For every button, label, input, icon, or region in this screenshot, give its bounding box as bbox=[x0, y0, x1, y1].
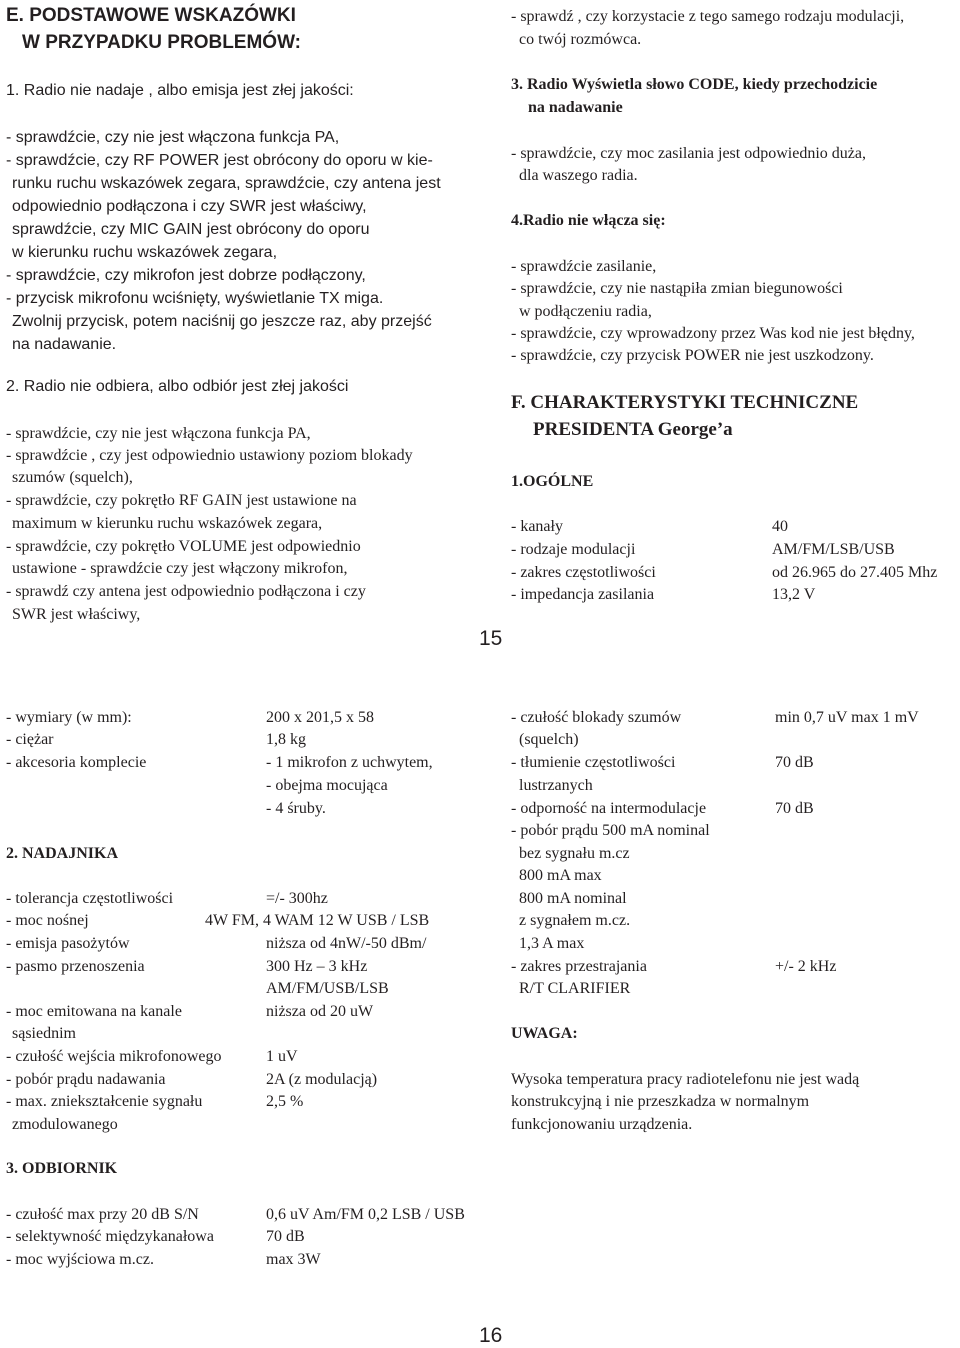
spec-label: zmodulowanego bbox=[12, 1116, 118, 1133]
section-3-heading-line2: na nadawanie bbox=[528, 99, 623, 116]
spec-label: - impedancja zasilania bbox=[511, 586, 655, 603]
section-1-heading: 1. Radio nie nadaje , albo emisja jest złej jakości: bbox=[6, 82, 354, 99]
section-e-title-line2: W PRZYPADKU PROBLEMÓW: bbox=[22, 32, 302, 53]
spec-value: AM/FM/LSB/USB bbox=[772, 541, 895, 558]
s4-line: w podłączeniu radia, bbox=[519, 303, 652, 320]
s1-line: sprawdźcie, czy MIC GAIN jest obrócony do oporu bbox=[12, 221, 370, 238]
spec-value: 70 dB bbox=[266, 1228, 305, 1245]
spec-value: AM/FM/USB/LSB bbox=[266, 980, 389, 997]
spec-label: - rodzaje modulacji bbox=[511, 541, 636, 558]
spec-value: 0,6 uV Am/FM 0,2 LSB / USB bbox=[266, 1206, 465, 1223]
spec-value: niższa od 4nW/-50 dBm/ bbox=[266, 935, 427, 952]
spec-label: - max. zniekształcenie sygnału bbox=[6, 1093, 203, 1110]
note-line: Wysoka temperatura pracy radiotelefonu nie jest wadą bbox=[511, 1071, 860, 1088]
spec-value: 200 x 201,5 x 58 bbox=[266, 709, 374, 726]
s4-line: - sprawdźcie, czy przycisk POWER nie jest uszkodzony. bbox=[511, 347, 874, 364]
current-line: bez sygnału m.cz bbox=[519, 845, 630, 862]
note-line: funkcjonowaniu urządzenia. bbox=[511, 1116, 693, 1133]
s1-line: runku ruchu wskazówek zegara, sprawdźcie, czy antena jest bbox=[12, 175, 441, 192]
page-number-16: 16 bbox=[479, 1324, 503, 1347]
spec-label: - moc emitowana na kanale bbox=[6, 1003, 182, 1020]
top-right-line: - sprawdź , czy korzystacie z tego samego rodzaju modulacji, bbox=[511, 8, 905, 25]
spec-value: 13,2 V bbox=[772, 586, 816, 603]
section-4-heading: 4.Radio nie włącza się: bbox=[511, 212, 666, 229]
s1-line: w kierunku ruchu wskazówek zegara, bbox=[12, 244, 278, 261]
s2-line: - sprawdźcie, czy pokrętło VOLUME jest odpowiednio bbox=[6, 538, 361, 555]
section-f-title-line2: PRESIDENTA George’a bbox=[533, 419, 733, 440]
current-line: 800 mA nominal bbox=[519, 890, 627, 907]
section-e-title: E. PODSTAWOWE WSKAZÓWKI bbox=[6, 5, 296, 26]
s4-line: - sprawdźcie, czy wprowadzony przez Was kod nie jest błędny, bbox=[511, 325, 915, 342]
spec-label: - emisja pasożytów bbox=[6, 935, 130, 952]
s2-line: - sprawdź czy antena jest odpowiednio podłączona i czy bbox=[6, 583, 366, 600]
spec-label: R/T CLARIFIER bbox=[519, 980, 631, 997]
spec-label: - czułość max przy 20 dB S/N bbox=[6, 1206, 199, 1223]
spec-label: - kanały bbox=[511, 518, 563, 535]
current-line: 1,3 A max bbox=[519, 935, 585, 952]
spec-value: 1 uV bbox=[266, 1048, 298, 1065]
spec-value: 4W FM, 4 WAM 12 W USB / LSB bbox=[205, 912, 430, 929]
note-heading: UWAGA: bbox=[511, 1025, 578, 1042]
s1-line: - sprawdźcie, czy mikrofon jest dobrze podłączony, bbox=[6, 267, 366, 284]
spec-label: - wymiary (w mm): bbox=[6, 709, 132, 726]
spec-label: - ciężar bbox=[6, 731, 54, 748]
spec-label: (squelch) bbox=[519, 731, 579, 748]
spec-value: 300 Hz – 3 kHz bbox=[266, 958, 368, 975]
spec-label: - czułość blokady szumów bbox=[511, 709, 682, 726]
s4-line: - sprawdźcie zasilanie, bbox=[511, 258, 657, 275]
receiver-heading: 3. ODBIORNIK bbox=[6, 1160, 118, 1177]
spec-value: - 1 mikrofon z uchwytem, bbox=[266, 754, 433, 771]
current-line: z sygnałem m.cz. bbox=[519, 912, 631, 929]
spec-value: +/- 2 kHz bbox=[775, 958, 837, 975]
s2-line: - sprawdźcie, czy nie jest włączona funkcja PA, bbox=[6, 425, 311, 442]
spec-value: 1,8 kg bbox=[266, 731, 306, 748]
spec-value: 70 dB bbox=[775, 800, 814, 817]
page-number-15: 15 bbox=[479, 627, 503, 650]
spec-label: - odporność na intermodulacje bbox=[511, 800, 707, 817]
spec-value: max 3W bbox=[266, 1251, 321, 1268]
spec-value: 2A (z modulacją) bbox=[266, 1071, 378, 1088]
transmitter-heading: 2. NADAJNIKA bbox=[6, 845, 118, 862]
spec-value: od 26.965 do 27.405 Mhz bbox=[772, 564, 938, 581]
spec-value: 40 bbox=[772, 518, 788, 535]
s2-line: SWR jest właściwy, bbox=[12, 606, 141, 623]
s1-line: Zwolnij przycisk, potem naciśnij go jeszcze raz, aby przejść bbox=[12, 313, 432, 330]
spec-label: - czułość wejścia mikrofonowego bbox=[6, 1048, 222, 1065]
s1-line: - sprawdźcie, czy nie jest włączona funkcja PA, bbox=[6, 129, 340, 146]
s2-line: - sprawdźcie , czy jest odpowiednio ustawiony poziom blokady bbox=[6, 447, 413, 464]
spec-label: - moc nośnej bbox=[6, 912, 89, 929]
spec-value: =/- 300hz bbox=[266, 890, 328, 907]
spec-label: - akcesoria komplecie bbox=[6, 754, 147, 771]
section-f-title: F. CHARAKTERYSTYKI TECHNICZNE bbox=[511, 392, 859, 413]
s1-line: odpowiednio podłączona i czy SWR jest właściwy, bbox=[12, 198, 367, 215]
spec-label: - tłumienie częstotliwości bbox=[511, 754, 676, 771]
note-line: konstrukcyjną i nie przeszkadza w normalnym bbox=[511, 1093, 810, 1110]
s2-line: szumów (squelch), bbox=[12, 469, 133, 486]
spec-label: - moc wyjściowa m.cz. bbox=[6, 1251, 154, 1268]
top-right-line: co twój rozmówca. bbox=[519, 31, 642, 48]
s1-line: na nadawanie. bbox=[12, 336, 117, 353]
spec-label: - zakres przestrajania bbox=[511, 958, 647, 975]
spec-value: 2,5 % bbox=[266, 1093, 304, 1110]
spec-value: 70 dB bbox=[775, 754, 814, 771]
s1-line: - przycisk mikrofonu wciśnięty, wyświetlanie TX miga. bbox=[6, 290, 384, 307]
section-3-heading: 3. Radio Wyświetla słowo CODE, kiedy przechodzicie bbox=[511, 76, 878, 93]
current-line: 800 mA max bbox=[519, 867, 602, 884]
spec-value: min 0,7 uV max 1 mV bbox=[775, 709, 919, 726]
spec-label: lustrzanych bbox=[519, 777, 593, 794]
spec-value: niższa od 20 uW bbox=[266, 1003, 374, 1020]
current-line: - pobór prądu 500 mA nominal bbox=[511, 822, 710, 839]
general-heading: 1.OGÓLNE bbox=[511, 473, 594, 490]
section-2-heading: 2. Radio nie odbiera, albo odbiór jest złej jakości bbox=[6, 378, 349, 395]
s4-line: - sprawdźcie, czy nie nastąpiła zmian biegunowości bbox=[511, 280, 843, 297]
s3-line: - sprawdźcie, czy moc zasilania jest odpowiednio duża, bbox=[511, 145, 866, 162]
spec-label: - pasmo przenoszenia bbox=[6, 958, 145, 975]
spec-value: - 4 śruby. bbox=[266, 800, 326, 817]
spec-label: - tolerancja częstotliwości bbox=[6, 890, 174, 907]
spec-label: sąsiednim bbox=[12, 1025, 76, 1042]
spec-value: - obejma mocująca bbox=[266, 777, 388, 794]
spec-label: - pobór prądu nadawania bbox=[6, 1071, 166, 1088]
s2-line: - sprawdźcie, czy pokrętło RF GAIN jest ustawione na bbox=[6, 492, 357, 509]
s1-line: - sprawdźcie, czy RF POWER jest obrócony do oporu w kie- bbox=[6, 152, 433, 169]
s2-line: maximum w kierunku ruchu wskazówek zegara, bbox=[12, 515, 323, 532]
s3-line: dla waszego radia. bbox=[519, 167, 638, 184]
spec-label: - selektywność międzykanałowa bbox=[6, 1228, 214, 1245]
spec-label: - zakres częstotliwości bbox=[511, 564, 656, 581]
s2-line: ustawione - sprawdźcie czy jest włączony mikrofon, bbox=[12, 560, 348, 577]
